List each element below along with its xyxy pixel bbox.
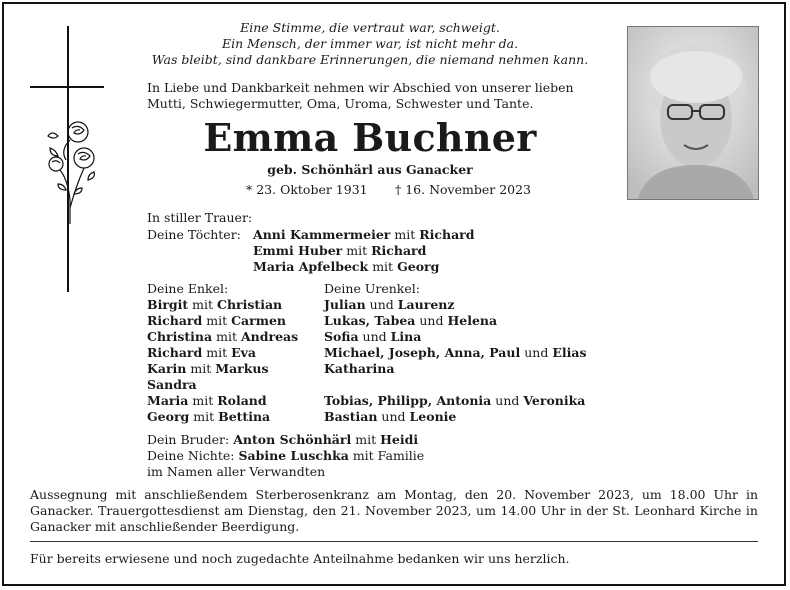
grandchild-entry: Sandra [147, 377, 197, 392]
poem [120, 20, 620, 68]
grandchild-entry: Georg mit Bettina [147, 409, 271, 424]
poem-line: Eine Stimme, die vertraut war, schweigt. [240, 20, 500, 35]
daughter-entry: Emmi Huber mit Richard [253, 243, 427, 258]
grandchild-entry: Richard mit Carmen [147, 313, 287, 328]
ceremony-info: Aussegnung mit anschließendem Sterberosenkranz am Montag, den 20. November 2023, um 18.00 Uhr in Ganacker. Trauergottesdienst am Dienstag, den 21. November 2023, um 14.00 Uhr in der St. Leonhard Kirche in Ganacker mit anschließender Beerdigung. [30, 487, 758, 534]
grandchild-entry: Christina mit Andreas [147, 329, 299, 344]
great-grandchild-entry: Katharina [324, 361, 395, 376]
intro-line: Mutti, Schwiegermutter, Oma, Uroma, Schwester und Tante. [147, 96, 534, 111]
grandchild-entry: Karin mit Markus [147, 361, 269, 376]
deceased-name: Emma Buchner [203, 115, 537, 160]
great-grandchild-entry: Lukas, Tabea und Helena [324, 313, 498, 328]
great-grandchild-entry: Sofia und Lina [324, 329, 422, 344]
death-date: † 16. November 2023 [395, 182, 532, 197]
grandchildren-label: Deine Enkel: [147, 281, 229, 296]
great-grandchild-entry: Michael, Joseph, Anna, Paul und Elias [324, 345, 587, 360]
great-grandchildren-label: Deine Urenkel: [324, 281, 420, 296]
portrait-photo [627, 26, 759, 200]
mourning-label: In stiller Trauer: [147, 210, 253, 225]
great-grandchild-entry: Tobias, Philipp, Antonia und Veronika [324, 393, 586, 408]
cross-bar [30, 86, 104, 88]
daughter-entry: Anni Kammermeier mit Richard [253, 227, 475, 242]
birth-date: * 23. Oktober 1931 [246, 182, 368, 197]
niece-entry: Deine Nichte: Sabine Luschka mit Familie [147, 448, 425, 463]
daughter-entry: Maria Apfelbeck mit Georg [253, 259, 440, 274]
birth-name: geb. Schönhärl aus Ganacker [267, 162, 473, 177]
poem-line: Ein Mensch, der immer war, ist nicht mehr da. [221, 36, 519, 51]
grandchild-entry: Maria mit Roland [147, 393, 267, 408]
great-grandchild-entry: Bastian und Leonie [324, 409, 457, 424]
divider [30, 541, 758, 542]
grandchild-entry: Richard mit Eva [147, 345, 256, 360]
intro-line: In Liebe und Dankbarkeit nehmen wir Abschied von unserer lieben [147, 80, 574, 95]
thanks-line: Für bereits erwiesene und noch zugedachte Anteilnahme bedanken wir uns herzlich. [30, 551, 570, 566]
great-grandchild-entry: Julian und Laurenz [324, 297, 455, 312]
roses-icon [40, 118, 104, 228]
poem-line: Was bleibt, sind dankbare Erinnerungen, die niemand nehmen kann. [151, 52, 589, 67]
relatives-line: im Namen aller Verwandten [147, 464, 326, 479]
brother-entry: Dein Bruder: Anton Schönhärl mit Heidi [147, 432, 419, 447]
grandchild-entry: Birgit mit Christian [147, 297, 283, 312]
daughters-label: Deine Töchter: [147, 227, 241, 242]
